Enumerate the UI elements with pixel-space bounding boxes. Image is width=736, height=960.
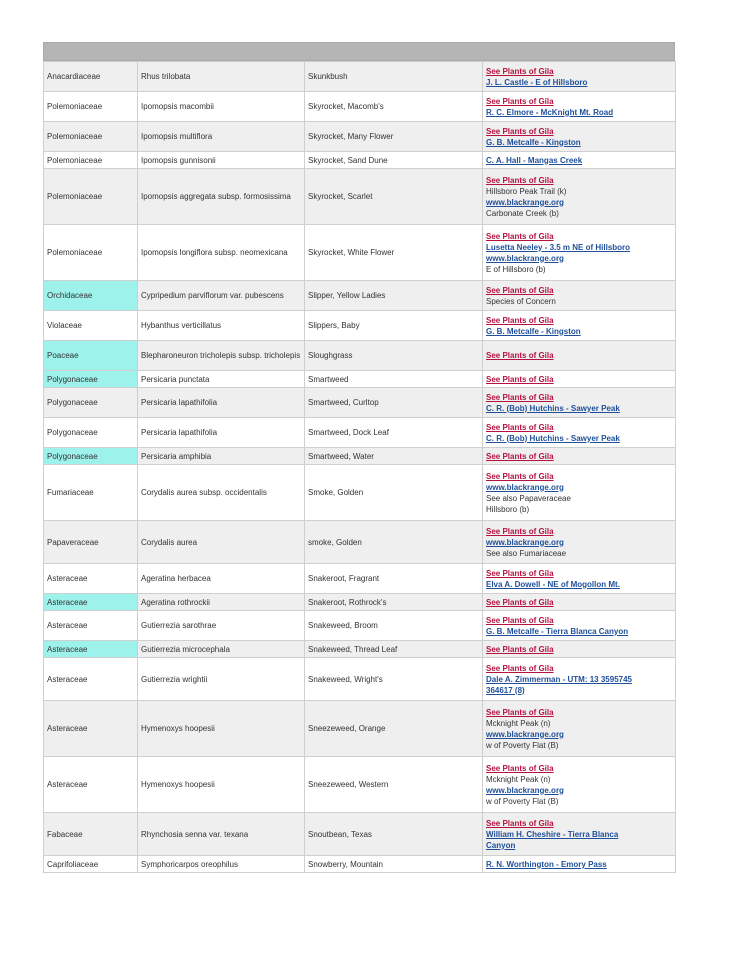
- reference-link[interactable]: Dale A. Zimmerman - UTM: 13 3595745: [486, 674, 632, 684]
- scientific-name-cell: Blepharoneuron tricholepis subsp. tricholepis: [138, 341, 305, 371]
- common-name-cell: Snakeweed, Thread Leaf: [305, 641, 483, 658]
- reference-note: Species of Concern: [486, 296, 556, 306]
- table-row: [44, 594, 676, 611]
- scientific-name-cell: Gutierrezia microcephala: [138, 641, 305, 658]
- table-row: [44, 757, 676, 813]
- family-cell: Asteraceae: [44, 611, 138, 641]
- family-cell: Polemoniaceae: [44, 122, 138, 152]
- reference-link[interactable]: See Plants of Gila: [486, 451, 554, 461]
- reference-link[interactable]: See Plants of Gila: [486, 763, 554, 773]
- table-row: [44, 169, 676, 225]
- family-cell: Asteraceae: [44, 757, 138, 813]
- family-cell: Caprifoliaceae: [44, 856, 138, 873]
- references-cell: [483, 371, 676, 388]
- table-row: [44, 122, 676, 152]
- common-name-cell: Skyrocket, Many Flower: [305, 122, 483, 152]
- common-name-cell: Snakeroot, Fragrant: [305, 564, 483, 594]
- scientific-name-cell: Persicaria amphibia: [138, 448, 305, 465]
- reference-note: Hillsboro (b): [486, 504, 530, 514]
- common-name-cell: Skyrocket, Sand Dune: [305, 152, 483, 169]
- table-row: [44, 311, 676, 341]
- reference-note: Carbonate Creek (b): [486, 208, 559, 218]
- reference-link[interactable]: See Plants of Gila: [486, 315, 554, 325]
- scientific-name-cell: Ipomopsis aggregata subsp. formosissima: [138, 169, 305, 225]
- scientific-name-cell: Rhus trilobata: [138, 62, 305, 92]
- table-row: [44, 371, 676, 388]
- reference-link[interactable]: See Plants of Gila: [486, 707, 554, 717]
- reference-link[interactable]: Lusetta Neeley - 3.5 m NE of Hillsboro: [486, 242, 631, 252]
- common-name-cell: Slipper, Yellow Ladies: [305, 281, 483, 311]
- references-cell: [483, 225, 676, 281]
- plant-table-sheet: [43, 42, 675, 873]
- common-name-cell: Snakeroot, Rothrock's: [305, 594, 483, 611]
- reference-link[interactable]: C. R. (Bob) Hutchins - Sawyer Peak: [486, 433, 620, 443]
- scientific-name-cell: Gutierrezia wrightii: [138, 658, 305, 701]
- references-cell: [483, 418, 676, 448]
- reference-link[interactable]: R. N. Worthington - Emory Pass: [486, 859, 607, 869]
- family-cell: Polygonaceae: [44, 388, 138, 418]
- common-name-cell: Skyrocket, Macomb's: [305, 92, 483, 122]
- reference-note: Hillsboro Peak Trail (k): [486, 186, 567, 196]
- references-cell: [483, 152, 676, 169]
- table-row: [44, 92, 676, 122]
- table-row: [44, 465, 676, 521]
- family-cell: Asteraceae: [44, 594, 138, 611]
- reference-link[interactable]: www.blackrange.org: [486, 197, 564, 207]
- reference-note: See also Fumariaceae: [486, 548, 567, 558]
- common-name-cell: Skyrocket, White Flower: [305, 225, 483, 281]
- scientific-name-cell: Gutierrezia sarothrae: [138, 611, 305, 641]
- reference-link[interactable]: www.blackrange.org: [486, 253, 564, 263]
- family-cell: Papaveraceae: [44, 521, 138, 564]
- references-cell: [483, 641, 676, 658]
- references-cell: [483, 92, 676, 122]
- common-name-cell: Skunkbush: [305, 62, 483, 92]
- scientific-name-cell: Hymenoxys hoopesii: [138, 701, 305, 757]
- table-row: [44, 152, 676, 169]
- table-row: [44, 611, 676, 641]
- reference-link[interactable]: See Plants of Gila: [486, 568, 554, 578]
- reference-note: Mcknight Peak (n): [486, 774, 551, 784]
- plant-table: [43, 61, 676, 873]
- reference-link[interactable]: R. C. Elmore - McKnight Mt. Road: [486, 107, 614, 117]
- references-cell: [483, 658, 676, 701]
- table-row: [44, 418, 676, 448]
- reference-link[interactable]: See Plants of Gila: [486, 471, 554, 481]
- common-name-cell: Smoke, Golden: [305, 465, 483, 521]
- scientific-name-cell: Hybanthus verticillatus: [138, 311, 305, 341]
- reference-link[interactable]: See Plants of Gila: [486, 66, 554, 76]
- reference-link[interactable]: www.blackrange.org: [486, 729, 564, 739]
- references-cell: [483, 813, 676, 856]
- reference-link[interactable]: G. B. Metcalfe - Tierra Blanca Canyon: [486, 626, 629, 636]
- table-row: [44, 341, 676, 371]
- common-name-cell: Sneezeweed, Orange: [305, 701, 483, 757]
- common-name-cell: Skyrocket, Scarlet: [305, 169, 483, 225]
- table-row: [44, 225, 676, 281]
- family-cell: Asteraceae: [44, 564, 138, 594]
- references-cell: [483, 388, 676, 418]
- family-cell: Polemoniaceae: [44, 225, 138, 281]
- reference-link[interactable]: See Plants of Gila: [486, 663, 554, 673]
- reference-link[interactable]: See Plants of Gila: [486, 526, 554, 536]
- reference-link[interactable]: See Plants of Gila: [486, 96, 554, 106]
- family-cell: Polemoniaceae: [44, 152, 138, 169]
- scientific-name-cell: Ageratina herbacea: [138, 564, 305, 594]
- reference-link[interactable]: Elva A. Dowell - NE of Mogollon Mt.: [486, 579, 620, 589]
- reference-note: w of Poverty Flat (B): [486, 740, 559, 750]
- reference-link[interactable]: See Plants of Gila: [486, 126, 554, 136]
- references-cell: [483, 701, 676, 757]
- common-name-cell: Smartweed, Curltop: [305, 388, 483, 418]
- scientific-name-cell: Ipomopsis longiflora subsp. neomexicana: [138, 225, 305, 281]
- common-name-cell: Smartweed: [305, 371, 483, 388]
- family-cell: Asteraceae: [44, 701, 138, 757]
- scientific-name-cell: Corydalis aurea: [138, 521, 305, 564]
- family-cell: Fabaceae: [44, 813, 138, 856]
- common-name-cell: Snakeweed, Broom: [305, 611, 483, 641]
- references-cell: [483, 856, 676, 873]
- reference-link[interactable]: See Plants of Gila: [486, 285, 554, 295]
- family-cell: Anacardiaceae: [44, 62, 138, 92]
- scientific-name-cell: Corydalis aurea subsp. occidentalis: [138, 465, 305, 521]
- reference-note: See also Papaveraceae: [486, 493, 571, 503]
- table-row: [44, 388, 676, 418]
- common-name-cell: smoke, Golden: [305, 521, 483, 564]
- table-row: [44, 856, 676, 873]
- common-name-cell: Slippers, Baby: [305, 311, 483, 341]
- reference-note: Mcknight Peak (n): [486, 718, 551, 728]
- family-cell: Poaceae: [44, 341, 138, 371]
- scientific-name-cell: Persicaria lapathifolia: [138, 388, 305, 418]
- table-row: [44, 658, 676, 701]
- family-cell: Polygonaceae: [44, 418, 138, 448]
- reference-note: w of Poverty Flat (B): [486, 796, 559, 806]
- family-cell: Orchidaceae: [44, 281, 138, 311]
- reference-link[interactable]: Canyon: [486, 840, 516, 850]
- references-cell: [483, 448, 676, 465]
- reference-link[interactable]: See Plants of Gila: [486, 422, 554, 432]
- reference-link[interactable]: See Plants of Gila: [486, 175, 554, 185]
- family-cell: Polemoniaceae: [44, 92, 138, 122]
- reference-link[interactable]: See Plants of Gila: [486, 818, 554, 828]
- common-name-cell: Snowberry, Mountain: [305, 856, 483, 873]
- scientific-name-cell: Ipomopsis macombii: [138, 92, 305, 122]
- reference-link[interactable]: See Plants of Gila: [486, 231, 554, 241]
- reference-link[interactable]: See Plants of Gila: [486, 374, 554, 384]
- scientific-name-cell: Symphoricarpos oreophilus: [138, 856, 305, 873]
- reference-link[interactable]: www.blackrange.org: [486, 785, 564, 795]
- family-cell: Polygonaceae: [44, 448, 138, 465]
- common-name-cell: Sloughgrass: [305, 341, 483, 371]
- references-cell: [483, 341, 676, 371]
- table-row: [44, 62, 676, 92]
- reference-link[interactable]: See Plants of Gila: [486, 615, 554, 625]
- common-name-cell: Smartweed, Water: [305, 448, 483, 465]
- reference-link[interactable]: See Plants of Gila: [486, 644, 554, 654]
- table-row: [44, 641, 676, 658]
- family-cell: Asteraceae: [44, 658, 138, 701]
- references-cell: [483, 594, 676, 611]
- reference-link[interactable]: William H. Cheshire - Tierra Blanca: [486, 829, 619, 839]
- family-cell: Polygonaceae: [44, 371, 138, 388]
- reference-link[interactable]: See Plants of Gila: [486, 351, 554, 360]
- references-cell: [483, 122, 676, 152]
- scientific-name-cell: Rhynchosia senna var. texana: [138, 813, 305, 856]
- family-cell: Fumariaceae: [44, 465, 138, 521]
- common-name-cell: Snoutbean, Texas: [305, 813, 483, 856]
- family-cell: Asteraceae: [44, 641, 138, 658]
- scientific-name-cell: Ipomopsis multiflora: [138, 122, 305, 152]
- table-header-bar: [43, 42, 675, 61]
- table-row: [44, 701, 676, 757]
- scientific-name-cell: Persicaria punctata: [138, 371, 305, 388]
- common-name-cell: Sneezeweed, Western: [305, 757, 483, 813]
- reference-note: E of Hillsboro (b): [486, 264, 546, 274]
- reference-link[interactable]: C. R. (Bob) Hutchins - Sawyer Peak: [486, 403, 620, 413]
- table-row: [44, 564, 676, 594]
- references-cell: [483, 281, 676, 311]
- reference-link[interactable]: 364617 (8): [486, 685, 525, 695]
- table-row: [44, 281, 676, 311]
- reference-link[interactable]: www.blackrange.org: [486, 537, 564, 547]
- scientific-name-cell: Hymenoxys hoopesii: [138, 757, 305, 813]
- reference-link[interactable]: www.blackrange.org: [486, 482, 564, 492]
- references-cell: [483, 757, 676, 813]
- family-cell: Violaceae: [44, 311, 138, 341]
- family-cell: Polemoniaceae: [44, 169, 138, 225]
- scientific-name-cell: Ipomopsis gunnisonii: [138, 152, 305, 169]
- references-cell: [483, 311, 676, 341]
- reference-link[interactable]: G. B. Metcalfe - Kingston: [486, 137, 581, 147]
- table-row: [44, 813, 676, 856]
- table-row: [44, 448, 676, 465]
- references-cell: [483, 169, 676, 225]
- reference-link[interactable]: See Plants of Gila: [486, 392, 554, 402]
- scientific-name-cell: Ageratina rothrockii: [138, 594, 305, 611]
- common-name-cell: Smartweed, Dock Leaf: [305, 418, 483, 448]
- reference-link[interactable]: C. A. Hall - Mangas Creek: [486, 155, 583, 165]
- reference-link[interactable]: G. B. Metcalfe - Kingston: [486, 326, 581, 336]
- references-cell: [483, 62, 676, 92]
- scientific-name-cell: Cypripedium parviflorum var. pubescens: [138, 281, 305, 311]
- references-cell: [483, 521, 676, 564]
- reference-link[interactable]: J. L. Castle - E of Hillsboro: [486, 77, 588, 87]
- table-row: [44, 521, 676, 564]
- scientific-name-cell: Persicaria lapathifolia: [138, 418, 305, 448]
- references-cell: [483, 611, 676, 641]
- references-cell: [483, 564, 676, 594]
- common-name-cell: Snakeweed, Wright's: [305, 658, 483, 701]
- references-cell: [483, 465, 676, 521]
- reference-link[interactable]: See Plants of Gila: [486, 597, 554, 607]
